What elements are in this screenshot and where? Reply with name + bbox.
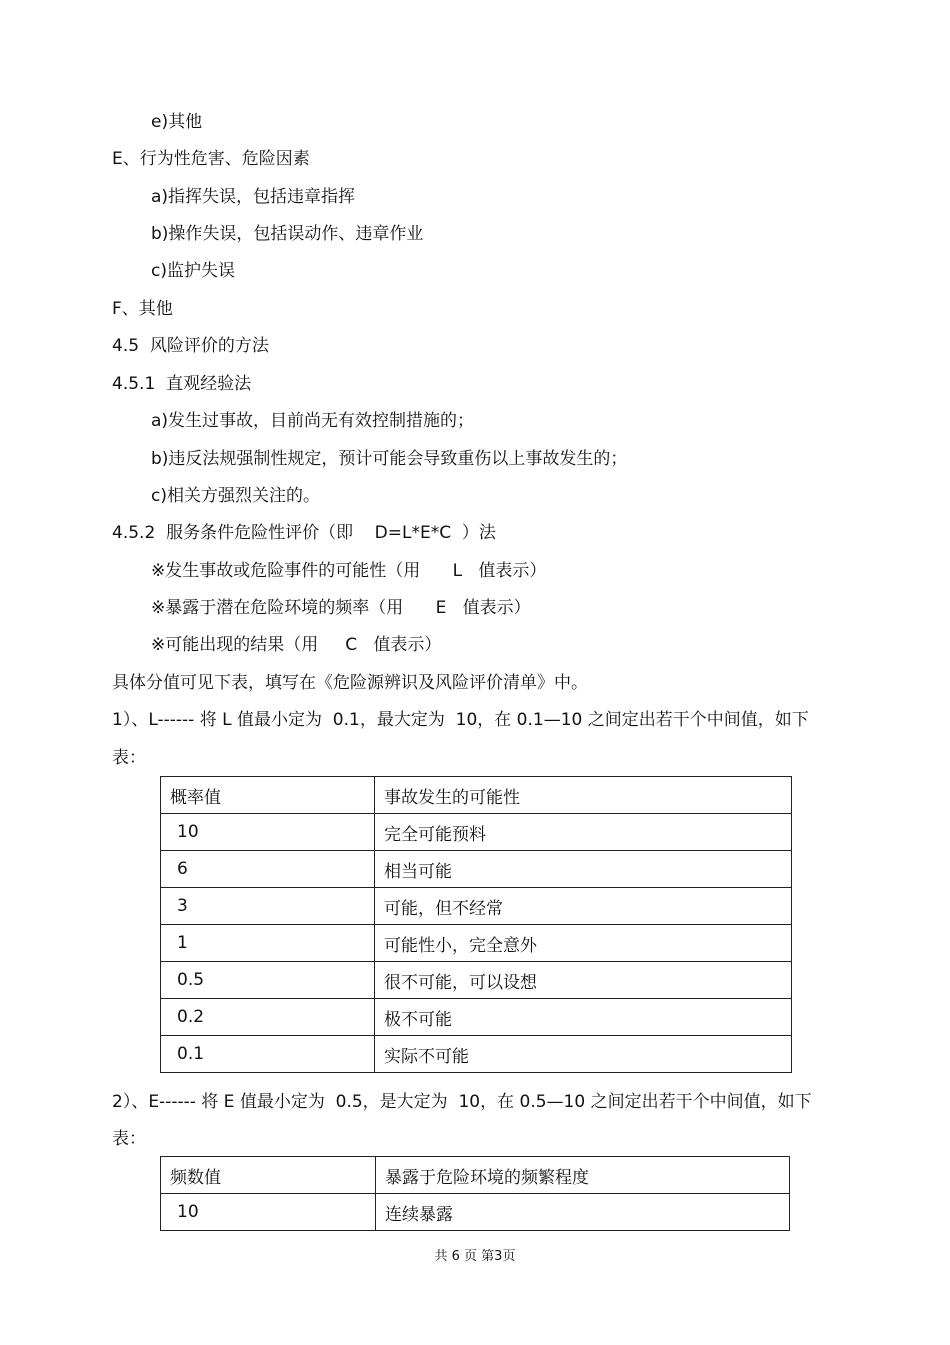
table-row	[161, 1194, 790, 1231]
paragraph-table-intro: 具体分值可见下表，填写在《危险源辨识及风险评价清单》中。	[112, 673, 588, 693]
table-cell-value: 3	[161, 888, 375, 925]
table-row	[161, 1036, 792, 1073]
table-cell-description: 完全可能预料	[375, 814, 792, 851]
paragraph-l-definition-cont: 表：	[112, 748, 146, 768]
table-cell-value: 0.1	[161, 1036, 375, 1073]
table-cell-description: 很不可能，可以设想	[375, 962, 792, 999]
table-cell-description: 可能性小，完全意外	[375, 925, 792, 962]
table-header-cell: 暴露于危险环境的频繁程度	[376, 1157, 790, 1194]
item-violation: b)违反法规强制性规定，预计可能会导致重伤以上事故发生的；	[151, 449, 628, 469]
table-row	[161, 888, 792, 925]
table-header-cell: 事故发生的可能性	[375, 777, 792, 814]
item-operation-error: b)操作失误，包括误动作、违章作业	[151, 224, 424, 244]
table-cell-value: 6	[161, 851, 375, 888]
table-header-cell: 概率值	[161, 777, 375, 814]
table-row	[161, 851, 792, 888]
item-past-accident: a)发生过事故，目前尚无有效控制措施的；	[151, 411, 475, 431]
item-e-other: e)其他	[151, 112, 203, 132]
page-footer: 共 6 页 第3页	[434, 1249, 516, 1264]
section-4-5-1-heading: 4.5.1 直观经验法	[112, 374, 252, 394]
table-cell-description: 相当可能	[375, 851, 792, 888]
table-row	[161, 814, 792, 851]
table-cell-description: 实际不可能	[375, 1036, 792, 1073]
item-monitoring-error: c)监护失误	[151, 261, 235, 281]
section-4-5-2-heading: 4.5.2 服务条件危险性评价（即 D=L*E*C ）法	[112, 523, 496, 543]
table-header-row	[161, 1157, 790, 1194]
note-c-value: ※可能出现的结果（用 C 值表示）	[151, 635, 442, 655]
probability-table	[160, 776, 792, 1073]
table-cell-value: 10	[161, 1194, 376, 1231]
paragraph-e-definition: 2）、E------ 将 E 值最小定为 0.5，是大定为 10，在 0.5—10 之间定出若干个中间值，如下	[112, 1092, 812, 1112]
table-row	[161, 962, 792, 999]
table-row	[161, 999, 792, 1036]
table-cell-value: 0.5	[161, 962, 375, 999]
item-command-error: a)指挥失误，包括违章指挥	[151, 187, 356, 207]
table-cell-value: 1	[161, 925, 375, 962]
table-row	[161, 925, 792, 962]
table-cell-description: 连续暴露	[376, 1194, 790, 1231]
table-header-row	[161, 777, 792, 814]
paragraph-e-definition-cont: 表：	[112, 1129, 146, 1149]
section-f-heading: F、其他	[112, 299, 173, 319]
note-l-value: ※发生事故或危险事件的可能性（用 L 值表示）	[151, 561, 547, 581]
item-stakeholder-concern: c)相关方强烈关注的。	[151, 486, 320, 506]
note-e-value: ※暴露于潜在危险环境的频率（用 E 值表示）	[151, 598, 531, 618]
table-cell-value: 10	[161, 814, 375, 851]
table-cell-description: 极不可能	[375, 999, 792, 1036]
paragraph-l-definition: 1）、L------ 将 L 值最小定为 0.1，最大定为 10，在 0.1—10 之间定出若干个中间值，如下	[112, 710, 809, 730]
section-e-heading: E、行为性危害、危险因素	[112, 149, 310, 169]
section-4-5-heading: 4.5 风险评价的方法	[112, 336, 269, 356]
frequency-table	[160, 1156, 790, 1231]
table-cell-value: 0.2	[161, 999, 375, 1036]
table-cell-description: 可能，但不经常	[375, 888, 792, 925]
table-header-cell: 频数值	[161, 1157, 376, 1194]
